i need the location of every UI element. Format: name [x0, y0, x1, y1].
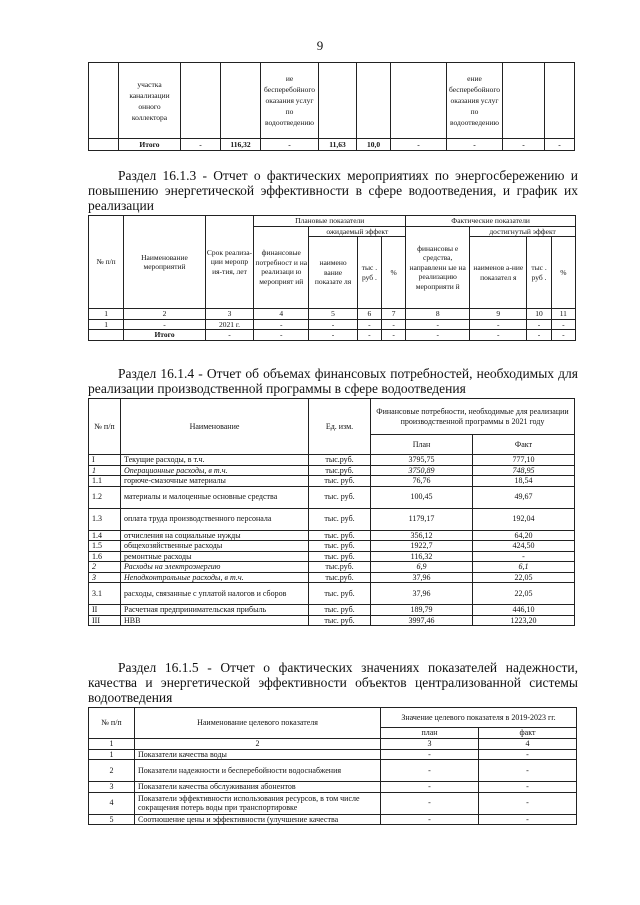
- cell: ение бесперебойного оказания услуг по водоотведению: [447, 63, 503, 139]
- table-row: 1.3 оплата труда производственного персонала тыс. руб. 1179,17 192,04: [89, 508, 575, 530]
- table-1613: [88, 215, 576, 341]
- table-row: 4 Показатели эффективности использования ресурсов, в том числе сокращения потерь воды при транспортировке - -: [89, 792, 577, 814]
- section-1613-title: Раздел 16.1.3 - Отчет о фактических мероприятиях по энергосбережению и повышению энергетической эффективности в сфере водоотведения, и график их реализации: [88, 168, 578, 213]
- table-row-col-nums: 1 2 3 4 5 6 7 8 9 10 11: [89, 309, 576, 320]
- cell: -: [503, 139, 545, 151]
- cell: 11,63: [319, 139, 357, 151]
- header-name: Наименование: [121, 399, 309, 455]
- table-row-total: [89, 139, 575, 151]
- table-row-total: Итого - - - - - - - - -: [89, 330, 576, 341]
- table-row: 2 Расходы на электроэнергию тыс.руб. 6,9 6,1: [89, 562, 575, 573]
- header-plan-rub: тыс . руб .: [357, 237, 381, 309]
- header-plan-fin: финансовые потребност и на реализаци ю мероприят ий: [254, 226, 309, 309]
- cell: -: [447, 139, 503, 151]
- cell: ие бесперебойного оказания услуг по водоотведению: [261, 63, 319, 139]
- cell: участка канализации онного коллектора: [119, 63, 181, 139]
- cell: -: [261, 139, 319, 151]
- table-row: 1 Операционные расходы, в т.ч. тыс.руб. 3750,89 748,95: [89, 465, 575, 476]
- section-1614-title: Раздел 16.1.4 - Отчет об объемах финансовых потребностей, необходимых для реализации производственной программы в сфере водоотведения: [88, 366, 578, 396]
- table-row: III НВВ тыс. руб. 3997,46 1223,20: [89, 615, 575, 626]
- header-fact: факт: [479, 728, 577, 739]
- table-row: 1.6 ремонтные расходы тыс. руб. 116,32 -: [89, 551, 575, 562]
- table-1615: [88, 707, 577, 825]
- cell: -: [181, 139, 221, 151]
- header-term: Срок реализа-ции меропр ия-тия, лет: [205, 216, 253, 309]
- page-number: 9: [316, 38, 324, 53]
- header-num: № п/п: [89, 399, 121, 455]
- table-row: 2 Показатели надежности и бесперебойности водоснабжения - -: [89, 760, 577, 782]
- header-fin: Финансовые потребности, необходимые для реализации производственной программы в 2021 году: [371, 399, 575, 435]
- header-name: Наименование мероприятий: [124, 216, 206, 309]
- cell: 10,0: [357, 139, 391, 151]
- header-fact-effect: достигнутый эффект: [470, 226, 576, 237]
- table-row: II Расчетная предпринимательская прибыль тыс. руб. 189,79 446,10: [89, 605, 575, 616]
- header-fact: Факт: [473, 435, 575, 455]
- header-plan: План: [371, 435, 473, 455]
- header-plan-group: Плановые показатели: [254, 216, 406, 227]
- table-row: 3 Показатели качества обслуживания абонентов - -: [89, 782, 577, 793]
- table-row: 1 - 2021 г. - - - - - - - -: [89, 319, 576, 330]
- header-plan-ind: наимено вание показате ля: [309, 237, 357, 309]
- header-fact-group: Фактические показатели: [406, 216, 576, 227]
- table-row: 1.2 материалы и малоценные основные средства тыс. руб. 100,45 49,67: [89, 486, 575, 508]
- table-row: I Текущие расходы, в т.ч. тыс.руб. 3795,75 777,10: [89, 455, 575, 466]
- table-row-col-nums: 1 2 3 4: [89, 739, 577, 750]
- section-1615-title: Раздел 16.1.5 - Отчет о фактических значениях показателей надежности, качества и энергетической эффективности объектов централизованной системы водоотведения: [88, 660, 578, 705]
- table-row: 5 Соотношение цены и эффективности (улучшение качества - -: [89, 814, 577, 825]
- header-num: № п/п: [89, 708, 135, 739]
- table-1614: [88, 398, 575, 626]
- table-row: 1.5 общехозяйственные расходы тыс. руб. 1922,7 424,50: [89, 541, 575, 552]
- table-row: 1 Показатели качества воды - -: [89, 749, 577, 760]
- cell: -: [545, 139, 575, 151]
- continuation-table: [88, 62, 575, 151]
- header-plan-pct: %: [382, 237, 406, 309]
- header-fact-ind: наименов а-ние показател я: [470, 237, 527, 309]
- header-name: Наименование целевого показателя: [135, 708, 381, 739]
- header-plan: план: [381, 728, 479, 739]
- cell: Итого: [119, 139, 181, 151]
- header-fact-rub: тыс . руб .: [527, 237, 551, 309]
- table-row: 3 Неподконтрольные расходы, в т.ч. тыс.руб. 37,96 22,05: [89, 572, 575, 583]
- header-fact-pct: %: [551, 237, 575, 309]
- header-plan-effect: ожидаемый эффект: [309, 226, 406, 237]
- header-unit: Ед. изм.: [309, 399, 371, 455]
- cell: 116,32: [221, 139, 261, 151]
- table-row: 3.1 расходы, связанные с уплатой налогов и сборов тыс. руб. 37,96 22,05: [89, 583, 575, 605]
- cell: -: [391, 139, 447, 151]
- header-num: № п/п: [89, 216, 124, 309]
- header-fact-fin: финансовы е средства, направленн ые на реализацию мероприяти й: [406, 226, 470, 309]
- header-value: Значение целевого показателя в 2019-2023 гг.: [381, 708, 577, 728]
- table-row: 1.4 отчисления на социальные нужды тыс. руб. 356,12 64,20: [89, 530, 575, 541]
- table-row: 1.1 горюче-смазочные материалы тыс. руб. 76,76 18,54: [89, 476, 575, 487]
